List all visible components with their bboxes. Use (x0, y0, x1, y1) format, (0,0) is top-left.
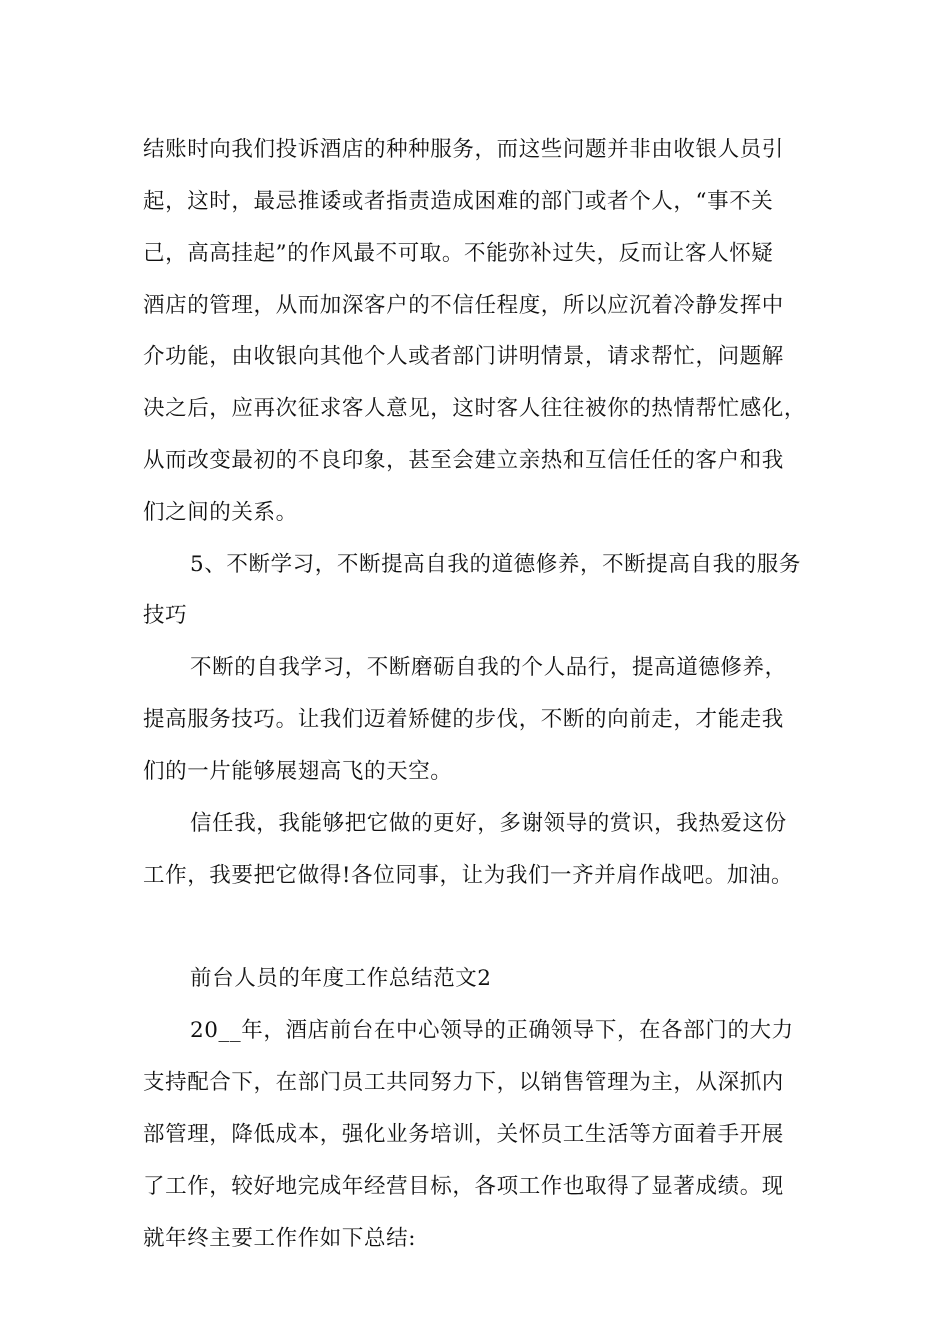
text-line: 己，高高挂起”的作风最不可取。不能弥补过失，反而让客人怀疑 (143, 241, 774, 266)
text-line: 从而改变最初的不良印象，甚至会建立亲热和互信任任的客户和我 (143, 448, 784, 473)
text-line: 介功能，由收银向其他个人或者部门讲明情景，请求帮忙，问题解 (143, 344, 784, 369)
article-title: 前台人员的年度工作总结范文2 (190, 966, 492, 991)
text-line: 结账时向我们投诉酒店的种种服务，而这些问题并非由收银人员引 (143, 137, 784, 162)
text-line: 决之后，应再次征求客人意见，这时客人往往被你的热情帮忙感化， (143, 396, 807, 421)
section-heading: 5、不断学习，不断提高自我的道德修养，不断提高自我的服务 (190, 552, 801, 577)
paragraph-start: 信任我，我能够把它做的更好，多谢领导的赏识，我热爱这份 (190, 811, 787, 836)
paragraph-start: 20__年，酒店前台在中心领导的正确领导下，在各部门的大力 (190, 1018, 794, 1043)
paragraph-start: 不断的自我学习，不断磨砺自我的个人品行，提高道德修养， (190, 655, 787, 680)
text-line: 们之间的关系。 (143, 500, 298, 525)
text-line: 们的一片能够展翅高飞的天空。 (143, 759, 453, 784)
text-line: 起，这时，最忌推诿或者指责造成困难的部门或者个人，“事不关 (143, 189, 774, 214)
text-line: 支持配合下，在部门员工共同努力下，以销售管理为主，从深抓内 (143, 1070, 784, 1095)
text-line: 就年终主要工作作如下总结: (143, 1226, 417, 1251)
text-line: 酒店的管理，从而加深客户的不信任程度，所以应沉着冷静发挥中 (143, 293, 784, 318)
text-line: 提高服务技巧。让我们迈着矫健的步伐，不断的向前走，才能走我 (143, 707, 784, 732)
text-line: 了工作，较好地完成年经营目标，各项工作也取得了显著成绩。现 (143, 1174, 784, 1199)
text-line: 工作，我要把它做得!各位同事，让为我们一齐并肩作战吧。加油。 (143, 863, 794, 888)
text-line: 部管理，降低成本，强化业务培训，关怀员工生活等方面着手开展 (143, 1122, 784, 1147)
text-line: 技巧 (143, 603, 188, 628)
